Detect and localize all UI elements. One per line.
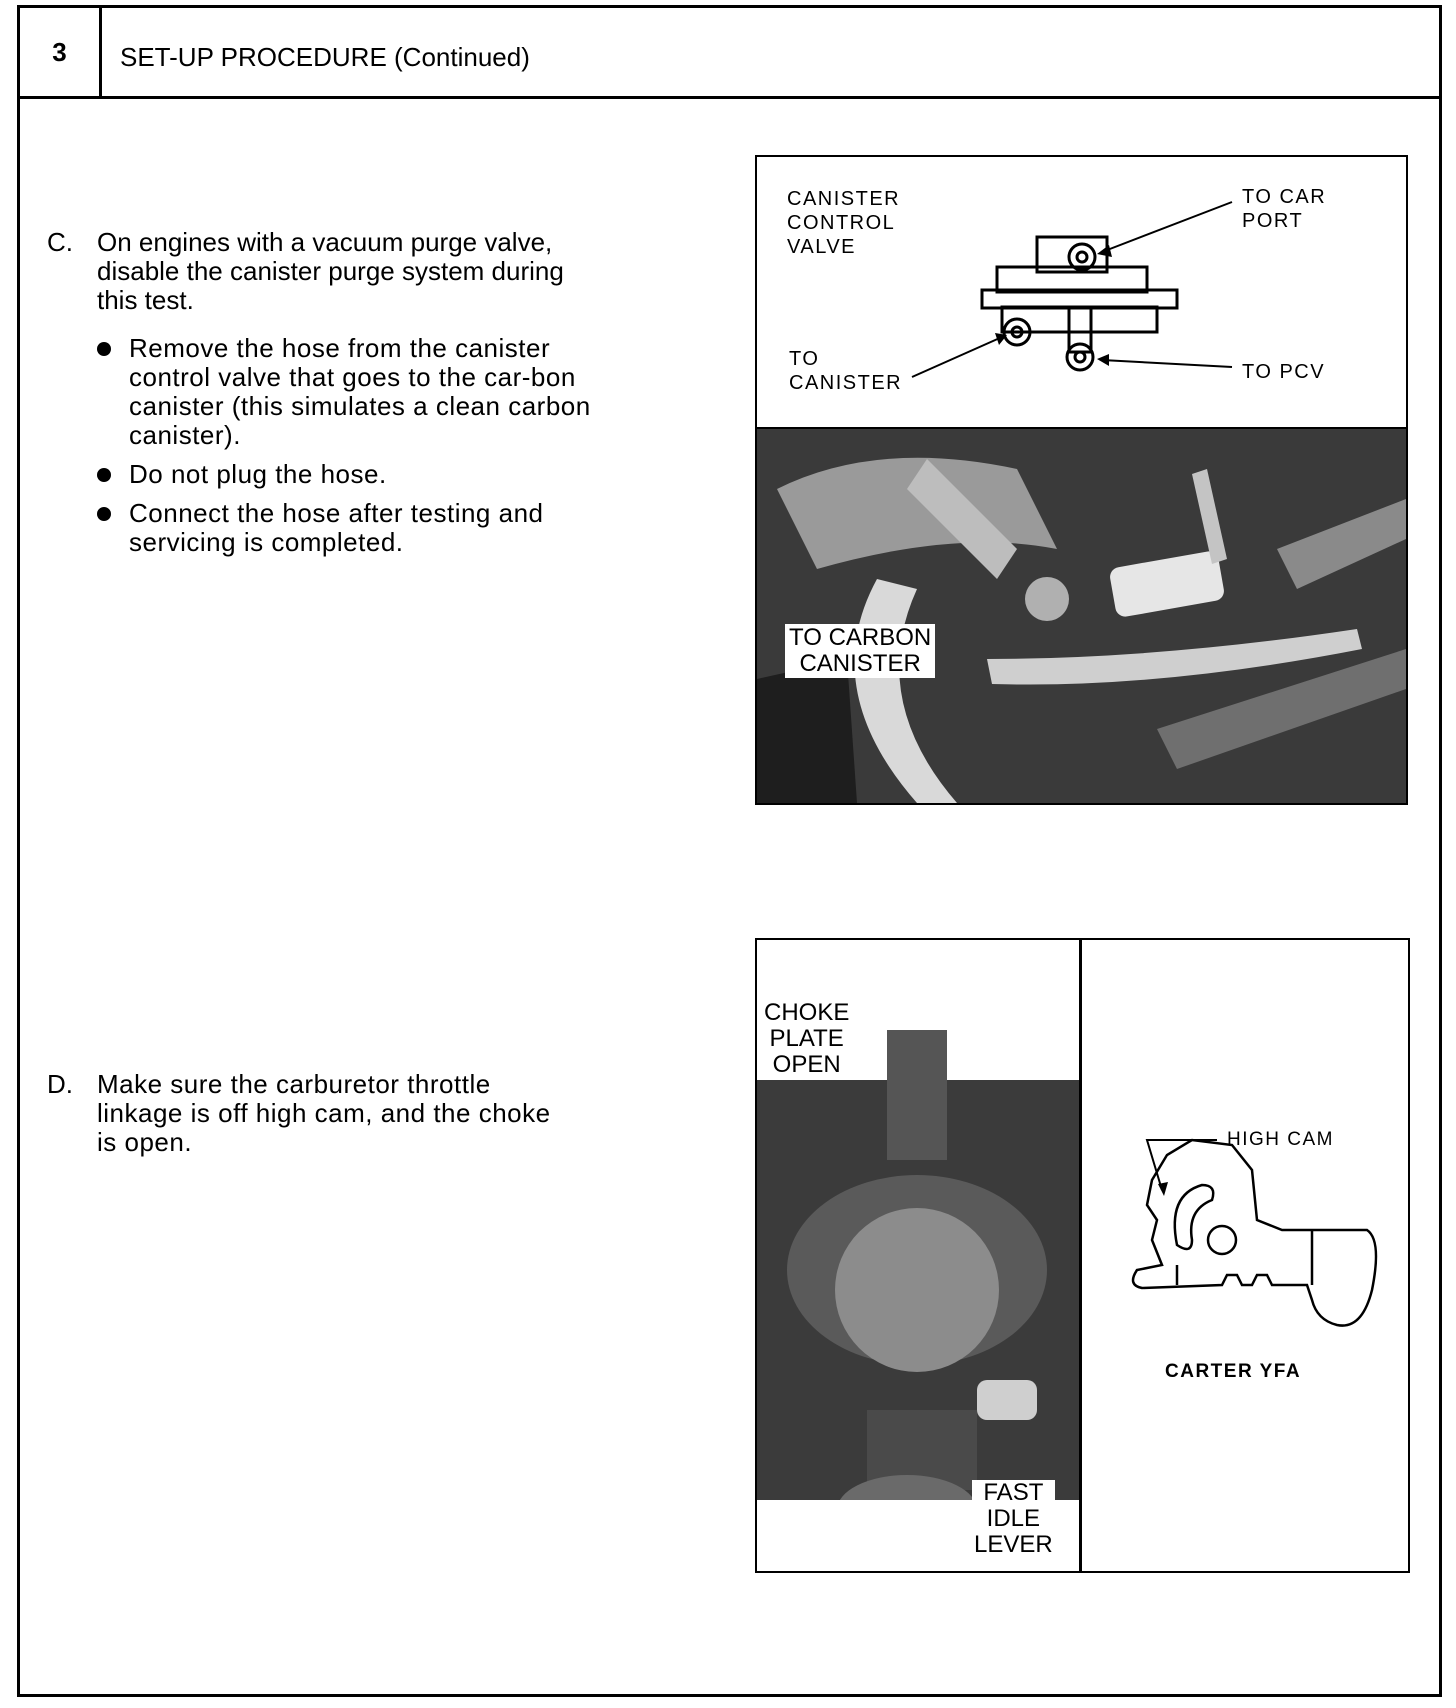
to-carb-port-label: TO CAR PORT <box>1242 186 1327 232</box>
list-item <box>97 499 602 557</box>
list-item <box>97 334 602 450</box>
to-pcv-label: TO PCV <box>1242 361 1326 383</box>
bullet-text: Remove the hose from the canister control valve that goes to the car-bon canister (this simulates a clean carbon canister). <box>129 333 591 450</box>
page-header <box>20 8 1439 99</box>
high-cam-drawing <box>1082 940 1408 1571</box>
bullet-icon <box>97 468 111 482</box>
bullet-icon <box>97 342 111 356</box>
to-carbon-canister-label: TO CARBON CANISTER <box>785 624 935 678</box>
valve-drawing <box>757 157 1406 427</box>
bullet-text: Do not plug the hose. <box>129 459 387 489</box>
section-c <box>47 227 647 557</box>
manual-page <box>17 5 1442 1697</box>
to-canister-label: TO CANISTER <box>789 348 903 394</box>
choke-plate-open-label: CHOKE PLATE OPEN <box>764 999 850 1078</box>
section-c-text: On engines with a vacuum purge valve, disable the canister purge system during this test. <box>97 227 564 315</box>
canister-control-valve-label: CANISTER CONTROL VALVE <box>787 188 901 258</box>
valve-diagram <box>757 157 1406 429</box>
carburetor-photo <box>757 940 1082 1571</box>
section-c-letter: C. <box>47 227 73 257</box>
step-number: 3 <box>20 8 102 96</box>
fast-idle-lever-label: FAST IDLE LEVER <box>974 1479 1053 1558</box>
section-d <box>47 1070 647 1170</box>
high-cam-label: HIGH CAM <box>1227 1129 1334 1150</box>
figure-carburetor <box>755 938 1410 1573</box>
section-d-letter: D. <box>47 1069 73 1099</box>
bullet-text: Connect the hose after testing and servicing is completed. <box>129 498 544 557</box>
bullet-icon <box>97 507 111 521</box>
carter-yfa-label: CARTER YFA <box>1165 1361 1302 1382</box>
section-c-bullets <box>97 334 602 567</box>
engine-photo-art <box>757 429 1406 803</box>
section-d-text: Make sure the carburetor throttle linkage is off high cam, and the choke is open. <box>97 1069 551 1157</box>
figure-canister-valve <box>755 155 1408 805</box>
engine-photo <box>757 429 1406 803</box>
list-item <box>97 460 602 489</box>
page-title: SET-UP PROCEDURE (Continued) <box>120 42 530 72</box>
high-cam-diagram <box>1082 940 1408 1571</box>
